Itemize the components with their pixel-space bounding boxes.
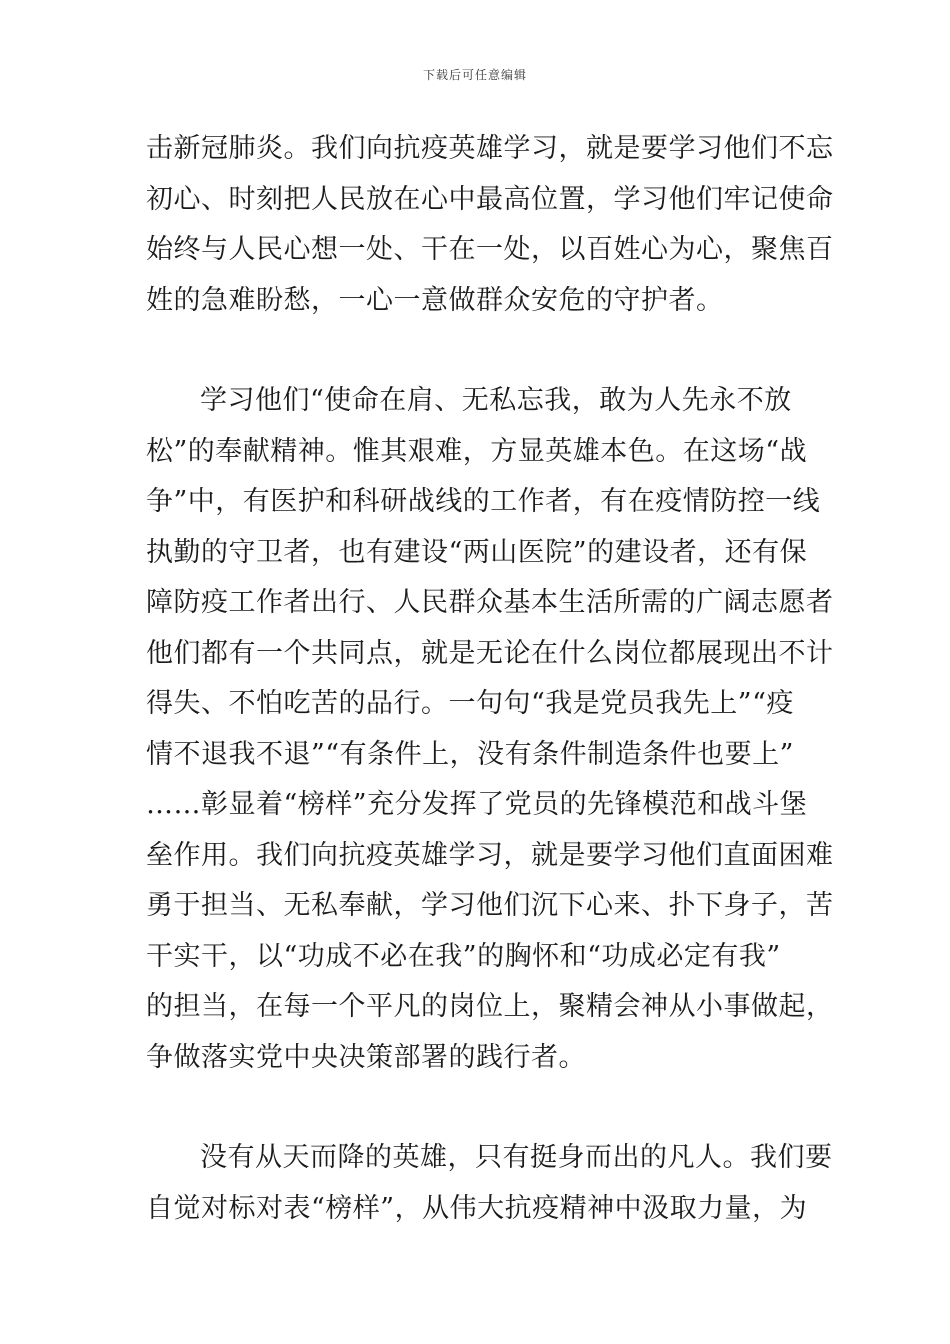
text-line: 争”中，有医护和科研战线的工作者，有在疫情防控一线 — [146, 486, 821, 517]
header-note: 下载后可任意编辑 — [422, 68, 527, 82]
paragraph-gap — [146, 1083, 806, 1133]
text-line: 没有从天而降的英雄，只有挺身而出的凡人。我们要 — [200, 1142, 833, 1173]
text-line: 执勤的守卫者，也有建设“两山医院”的建设者，还有保 — [146, 536, 808, 568]
text-line: 初心、时刻把人民放在心中最高位置，学习他们牢记使命 — [146, 183, 834, 215]
paragraph-1 — [146, 124, 834, 326]
page-body — [146, 124, 834, 1234]
text-line: ……彰显着“榜样”充分发挥了党员的先锋模范和战斗堡 — [146, 789, 808, 820]
text-line: 垒作用。我们向抗疫英雄学习，就是要学习他们直面困难 — [146, 839, 834, 871]
text-line: 击新冠肺炎。我们向抗疫英雄学习，就是要学习他们不忘 — [146, 133, 834, 164]
text-line: 姓的急难盼愁，一心一意做群众安危的守护者。 — [146, 284, 724, 316]
text-line: 得失、不怕吃苦的品行。一句句“我是党员我先上”“疫 — [146, 688, 794, 719]
text-line: 争做落实党中央决策部署的践行者。 — [146, 1041, 586, 1073]
text-line: 勇于担当、无私奉献，学习他们沉下心来、扑下身子，苦 — [146, 890, 834, 921]
text-line: 障防疫工作者出行、人民群众基本生活所需的广阔志愿者 — [146, 587, 834, 618]
text-line: 松”的奉献精神。惟其艰难，方显英雄本色。在这场“战 — [146, 435, 808, 467]
text-line: 的担当，在每一个平凡的岗位上，聚精会神从小事做起， — [146, 991, 834, 1022]
paragraph-3 — [146, 1133, 833, 1234]
text-line: 自觉对标对表“榜样”，从伟大抗疫精神中汲取力量，为 — [146, 1192, 808, 1224]
text-line: 始终与人民心想一处、干在一处，以百姓心为心，聚焦百 — [146, 234, 834, 265]
text-line: 他们都有一个共同点，就是无论在什么岗位都展现出不计 — [146, 637, 834, 669]
paragraph-gap — [146, 326, 806, 376]
text-line: 干实干，以“功成不必在我”的胸怀和“功成必定有我” — [146, 940, 781, 972]
text-line: 情不退我不退”“有条件上，没有条件制造条件也要上” — [146, 738, 794, 770]
paragraph-2 — [146, 376, 834, 1083]
text-line: 学习他们“使命在肩、无私忘我，敢为人先永不放 — [200, 385, 792, 416]
